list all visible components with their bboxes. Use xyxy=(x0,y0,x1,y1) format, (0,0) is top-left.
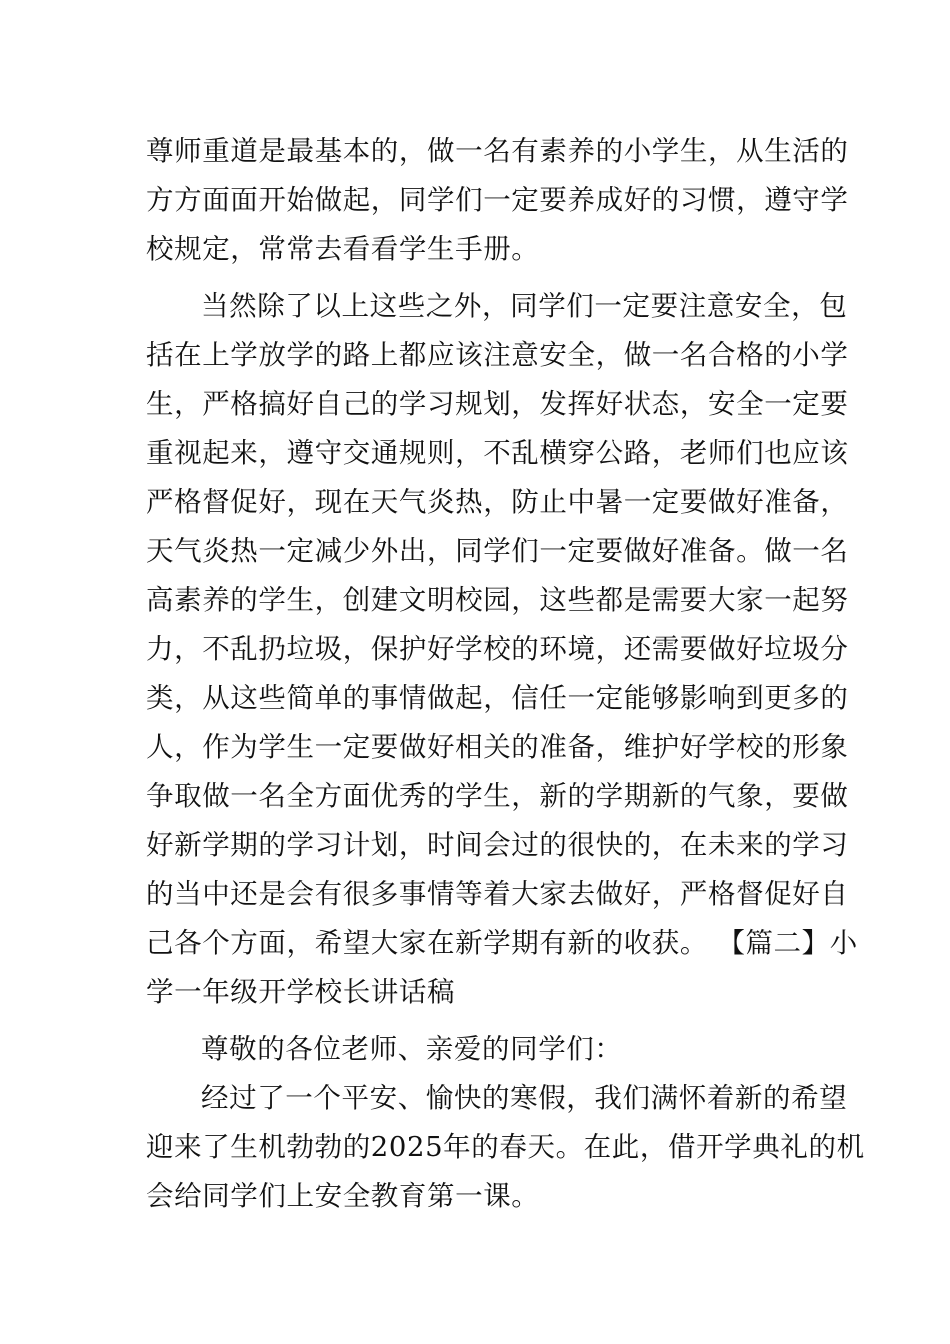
paragraph-4-line-1: 经过了一个平安、愉快的寒假，我们满怀着新的希望 xyxy=(201,1082,848,1114)
paragraph-2-line-11: 争取做一名全方面优秀的学生，新的学期新的气象，要做 xyxy=(146,780,849,812)
paragraph-4-line-2: 迎来了生机勃勃的2025年的春天。在此，借开学典礼的机 xyxy=(146,1131,865,1163)
paragraph-2-line-7: 高素养的学生，创建文明校园，这些都是需要大家一起努 xyxy=(146,584,849,616)
paragraph-2-line-10: 人，作为学生一定要做好相关的准备，维护好学校的形象 xyxy=(146,731,849,763)
paragraph-2-line-4: 重视起来，遵守交通规则，不乱横穿公路，老师们也应该 xyxy=(146,437,849,469)
paragraph-2-line-6: 天气炎热一定减少外出，同学们一定要做好准备。做一名 xyxy=(146,535,849,567)
document-body xyxy=(146,127,865,1221)
paragraph-2-line-8: 力，不乱扔垃圾，保护好学校的环境，还需要做好垃圾分 xyxy=(146,633,849,665)
paragraph-3-line-1: 尊敬的各位老师、亲爱的同学们： xyxy=(201,1033,623,1065)
paragraph-2-line-12: 好新学期的学习计划，时间会过的很快的，在未来的学习 xyxy=(146,829,849,861)
paragraph-2-line-14: 己各个方面，希望大家在新学期有新的收获。 【篇二】小 xyxy=(146,927,858,959)
paragraph-1-line-1: 尊师重道是最基本的，做一名有素养的小学生，从生活的 xyxy=(146,135,849,167)
paragraph-2-line-13: 的当中还是会有很多事情等着大家去做好，严格督促好自 xyxy=(146,878,849,910)
paragraph-2-line-3: 生，严格搞好自己的学习规划，发挥好状态，安全一定要 xyxy=(146,388,849,420)
paragraph-2-line-9: 类，从这些简单的事情做起，信任一定能够影响到更多的 xyxy=(146,682,849,714)
paragraph-2-line-15: 学一年级开学校长讲话稿 xyxy=(146,976,456,1008)
paragraph-1-line-2: 方方面面开始做起，同学们一定要养成好的习惯，遵守学 xyxy=(146,184,849,216)
paragraph-2-line-1: 当然除了以上这些之外，同学们一定要注意安全，包 xyxy=(201,290,848,322)
paragraph-4-line-3: 会给同学们上安全教育第一课。 xyxy=(146,1180,540,1212)
paragraph-2-line-5: 严格督促好，现在天气炎热，防止中暑一定要做好准备， xyxy=(146,486,849,518)
paragraph-2-line-2: 括在上学放学的路上都应该注意安全，做一名合格的小学 xyxy=(146,339,849,371)
paragraph-1-line-3: 校规定，常常去看看学生手册。 xyxy=(146,233,540,265)
